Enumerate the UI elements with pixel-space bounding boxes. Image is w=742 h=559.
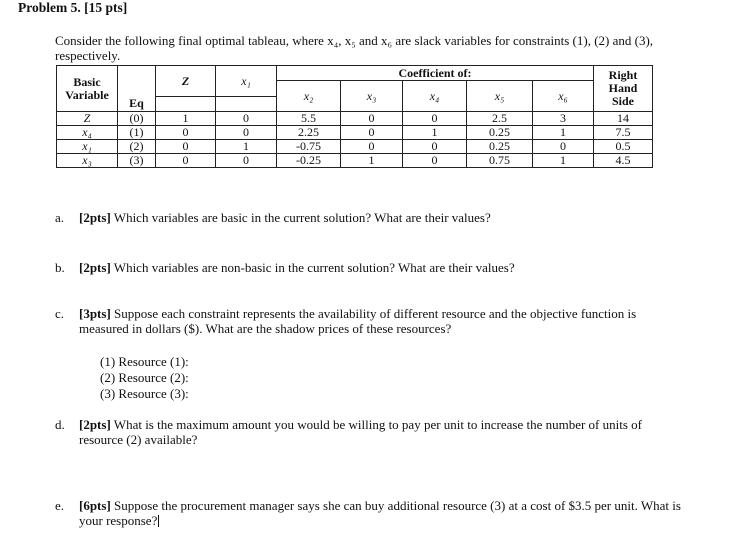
cell-x6: 1 bbox=[533, 126, 594, 140]
cell-z: 0 bbox=[156, 126, 216, 140]
table-row bbox=[57, 154, 653, 168]
cell-x3: 0 bbox=[341, 126, 403, 140]
cell-basic: Z bbox=[57, 112, 118, 126]
cell-x6: 0 bbox=[533, 140, 594, 154]
cell-z: 1 bbox=[156, 112, 216, 126]
x6-column-header: x₆ bbox=[533, 81, 594, 112]
problem-intro: Consider the following final optimal tableau, where x₄, x₅ and x₆ are slack variables for constraints (1), (2) and (3), respectively. bbox=[55, 33, 654, 63]
cell-x1: 1 bbox=[216, 140, 277, 154]
cell-x2: -0.25 bbox=[277, 154, 341, 168]
cell-x6: 1 bbox=[533, 154, 594, 168]
cell-basic: x₁ bbox=[57, 140, 118, 154]
question-d: d. [2pts] What is the maximum amount you would be willing to pay per unit to increase the number of units of resource (2) available? bbox=[55, 417, 642, 447]
simplex-tableau bbox=[56, 65, 653, 168]
cell-x1: 0 bbox=[216, 112, 277, 126]
cell-rhs: 14 bbox=[594, 112, 653, 126]
cell-x3: 0 bbox=[341, 112, 403, 126]
table-row bbox=[57, 140, 653, 154]
cell-x3: 1 bbox=[341, 154, 403, 168]
cell-x5: 0.25 bbox=[467, 126, 533, 140]
question-c: c. [3pts] Suppose each constraint represents the availability of different resource and the objective function is measured in dollars ($). What are the shadow prices of these resources? bbox=[55, 306, 637, 336]
cell-x4: 0 bbox=[403, 112, 467, 126]
cell-basic: x₃ bbox=[57, 154, 118, 168]
cell-basic: x₄ bbox=[57, 126, 118, 140]
resource-1-item: (1) Resource (1): bbox=[100, 354, 189, 369]
basic-variable-header: Basic Variable bbox=[57, 66, 118, 112]
cell-x2: -0.75 bbox=[277, 140, 341, 154]
cell-z: 0 bbox=[156, 140, 216, 154]
cell-eq: (3) bbox=[118, 154, 156, 168]
cell-rhs: 0.5 bbox=[594, 140, 653, 154]
resource-2-item: (2) Resource (2): bbox=[100, 370, 189, 385]
table-row bbox=[57, 112, 653, 126]
x3-column-header: x₃ bbox=[341, 81, 403, 112]
cell-x4: 0 bbox=[403, 140, 467, 154]
text-cursor bbox=[158, 515, 159, 527]
cell-x2: 2.25 bbox=[277, 126, 341, 140]
table-row bbox=[57, 126, 653, 140]
question-b: b. [2pts] Which variables are non-basic in the current solution? What are their values? bbox=[55, 260, 515, 275]
x5-column-header: x₅ bbox=[467, 81, 533, 112]
x4-column-header: x₄ bbox=[403, 81, 467, 112]
cell-x1: 0 bbox=[216, 126, 277, 140]
cell-x4: 0 bbox=[403, 154, 467, 168]
cell-rhs: 4.5 bbox=[594, 154, 653, 168]
cell-rhs: 7.5 bbox=[594, 126, 653, 140]
cell-eq: (0) bbox=[118, 112, 156, 126]
x2-column-header: x₂ bbox=[277, 81, 341, 112]
cell-x5: 0.25 bbox=[467, 140, 533, 154]
cell-x5: 0.75 bbox=[467, 154, 533, 168]
cell-x5: 2.5 bbox=[467, 112, 533, 126]
resource-3-item: (3) Resource (3): bbox=[100, 386, 189, 401]
coefficient-header: Coefficient of: bbox=[277, 66, 594, 81]
cell-x1: 0 bbox=[216, 154, 277, 168]
cell-z: 0 bbox=[156, 154, 216, 168]
eq-header: Eq bbox=[118, 97, 156, 112]
problem-title: Problem 5. [15 pts] bbox=[18, 0, 128, 15]
cell-eq: (1) bbox=[118, 126, 156, 140]
question-a: a. [2pts] Which variables are basic in the current solution? What are their values? bbox=[55, 210, 491, 225]
rhs-header: Right Hand Side bbox=[594, 66, 653, 112]
cell-x6: 3 bbox=[533, 112, 594, 126]
cell-x4: 1 bbox=[403, 126, 467, 140]
cell-x2: 5.5 bbox=[277, 112, 341, 126]
question-e: e. [6pts] Suppose the procurement manager says she can buy additional resource (3) at a cost of $3.5 per unit. What is your response? bbox=[55, 498, 681, 528]
z-column-header: Z bbox=[156, 66, 216, 97]
cell-x3: 0 bbox=[341, 140, 403, 154]
cell-eq: (2) bbox=[118, 140, 156, 154]
x1-column-header: x₁ bbox=[216, 66, 277, 97]
